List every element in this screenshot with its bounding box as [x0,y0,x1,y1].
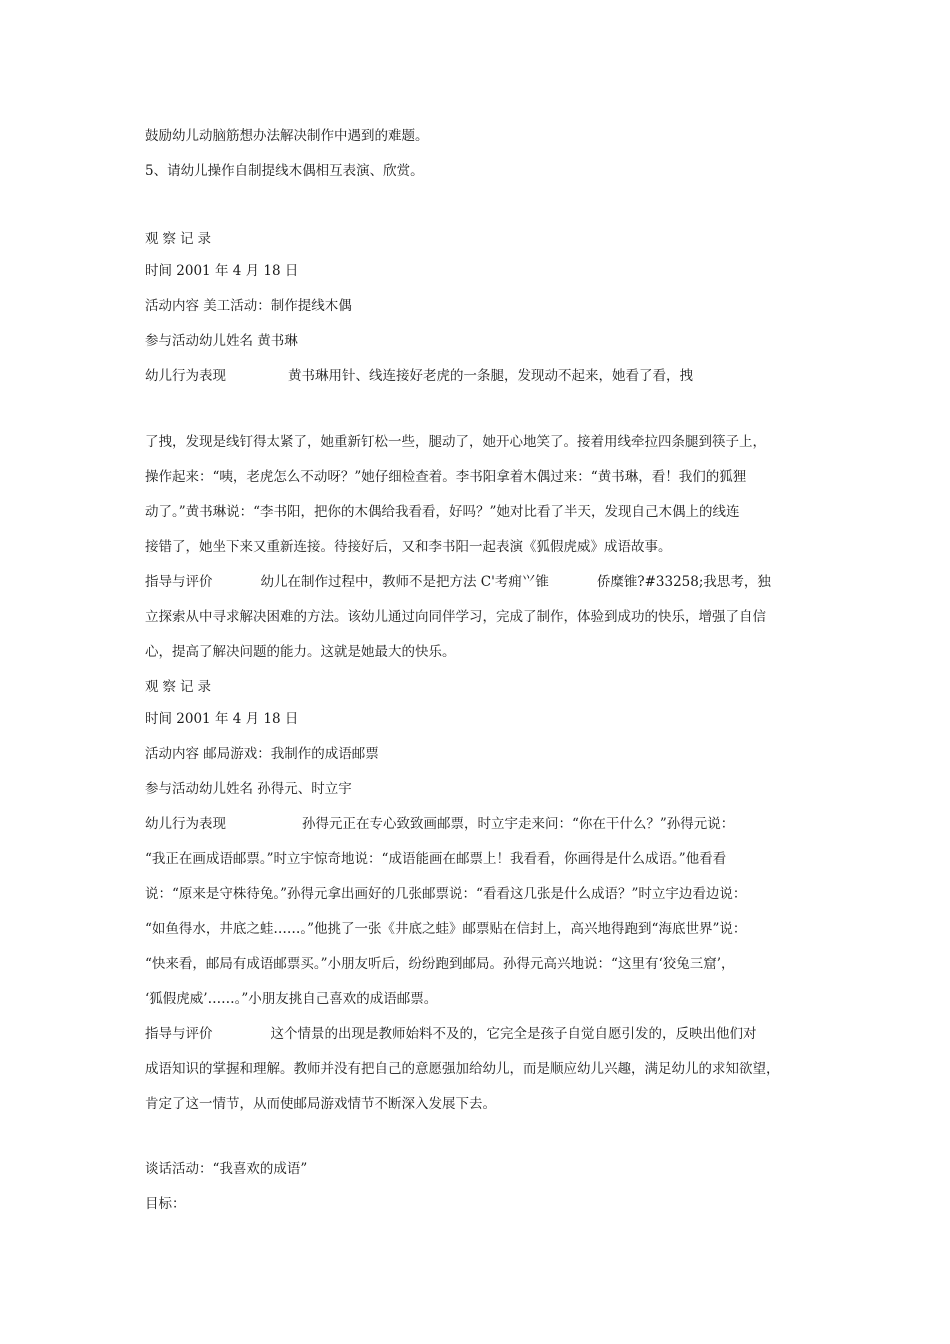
record2-participants: 参与活动幼儿姓名 孙得元、时立宇 [145,781,352,797]
record1-behavior-line-1: 了拽，发现是线钉得太紧了，她重新钉松一些，腿动了，她开心地笑了。接着用线牵拉四条腿到筷子上， [145,434,766,450]
record1-time: 时间 2001 年 4 月 18 日 [145,263,299,279]
record1-behavior-label: 幼儿行为表现 [145,368,226,384]
record2-behavior-first: 孙得元正在专心致致画邮票，时立宇走来问：“你在干什么？”孙得元说： [302,816,735,832]
record2-guidance-row [145,1024,757,1044]
record2-behavior-line-3: “快来看，邮局有成语邮票买。”小朋友听后，纷纷跑到邮局。孙得元高兴地说：“这里有‘狡兔三窟’， [145,956,735,972]
record2-guidance-first: 这个情景的出现是教师始料不及的，它完全是孩子自觉自愿引发的，反映出他们对 [270,1026,757,1042]
record2-time: 时间 2001 年 4 月 18 日 [145,711,299,727]
record2-guidance-line-1: 肯定了这一情节，从而使邮局游戏情节不断深入发展下去。 [145,1096,496,1112]
record1-heading: 观察记录 [145,231,215,247]
record1-guidance-first-a: 幼儿在制作过程中，教师不是把方法 C'考痈⺍锥 [260,574,549,590]
talk-goal-label: 目标： [145,1196,186,1212]
intro-line-1: 鼓励幼儿动脑筋想办法解决制作中遇到的难题。 [145,128,429,144]
record2-behavior-row [145,814,734,834]
record1-behavior-line-3: 动了。”黄书琳说：“李书阳，把你的木偶给我看看，好吗？”她对比看了半天，发现自己木偶上的线连 [145,504,740,520]
record2-behavior-line-0: “我正在画成语邮票。”时立宇惊奇地说：“成语能画在邮票上！我看看，你画得是什么成语。”他看看 [145,851,727,867]
record1-guidance-first-b: 侨糜锥?#33258;我思考，独 [596,574,771,590]
record1-behavior-line-2: 操作起来：“咦，老虎怎么不动呀？”她仔细检查着。李书阳拿着木偶过来：“黄书琳，看！我们的狐狸 [145,469,747,485]
record2-behavior-label: 幼儿行为表现 [145,816,226,832]
record2-heading: 观察记录 [145,679,215,695]
record2-behavior-line-4: ‘狐假虎威’……。”小朋友挑自己喜欢的成语邮票。 [145,991,438,1007]
record1-content: 活动内容 美工活动：制作提线木偶 [145,298,352,314]
record2-guidance-label: 指导与评价 [145,1026,213,1042]
record2-behavior-line-2: “如鱼得水，井底之蛙……。”他挑了一张《井底之蛙》邮票贴在信封上，高兴地得跑到“海底世界”说： [145,921,747,937]
record1-guidance-row [145,572,771,592]
record1-behavior-line-0: 黄书琳用针、线连接好老虎的一条腿，发现动不起来，她看了看，拽 [288,368,693,384]
record1-guidance-line-1: 心，提高了解决问题的能力。这就是她最大的快乐。 [145,644,456,660]
record1-guidance-label: 指导与评价 [145,574,213,590]
record2-guidance-line-0: 成语知识的掌握和理解。教师并没有把自己的意愿强加给幼儿，而是顺应幼儿兴趣，满足幼儿的求知欲望， [145,1061,780,1077]
intro-line-2: 5、请幼儿操作自制提线木偶相互表演、欣赏。 [145,163,424,179]
record1-participants: 参与活动幼儿姓名 黄书琳 [145,333,298,349]
record1-behavior-row [145,366,693,386]
record1-guidance-line-0: 立探索从中寻求解决困难的方法。该幼儿通过向同伴学习，完成了制作，体验到成功的快乐，增强了自信 [145,609,766,625]
record2-content: 活动内容 邮局游戏：我制作的成语邮票 [145,746,379,762]
record1-behavior-line-4: 接错了，她坐下来又重新连接。待接好后，又和李书阳一起表演《狐假虎威》成语故事。 [145,539,672,555]
record2-behavior-line-1: 说：“原来是守株待兔。”孙得元拿出画好的几张邮票说：“看看这几张是什么成语？”时立宇边看边说： [145,886,747,902]
talk-title: 谈话活动：“我喜欢的成语” [145,1161,308,1177]
